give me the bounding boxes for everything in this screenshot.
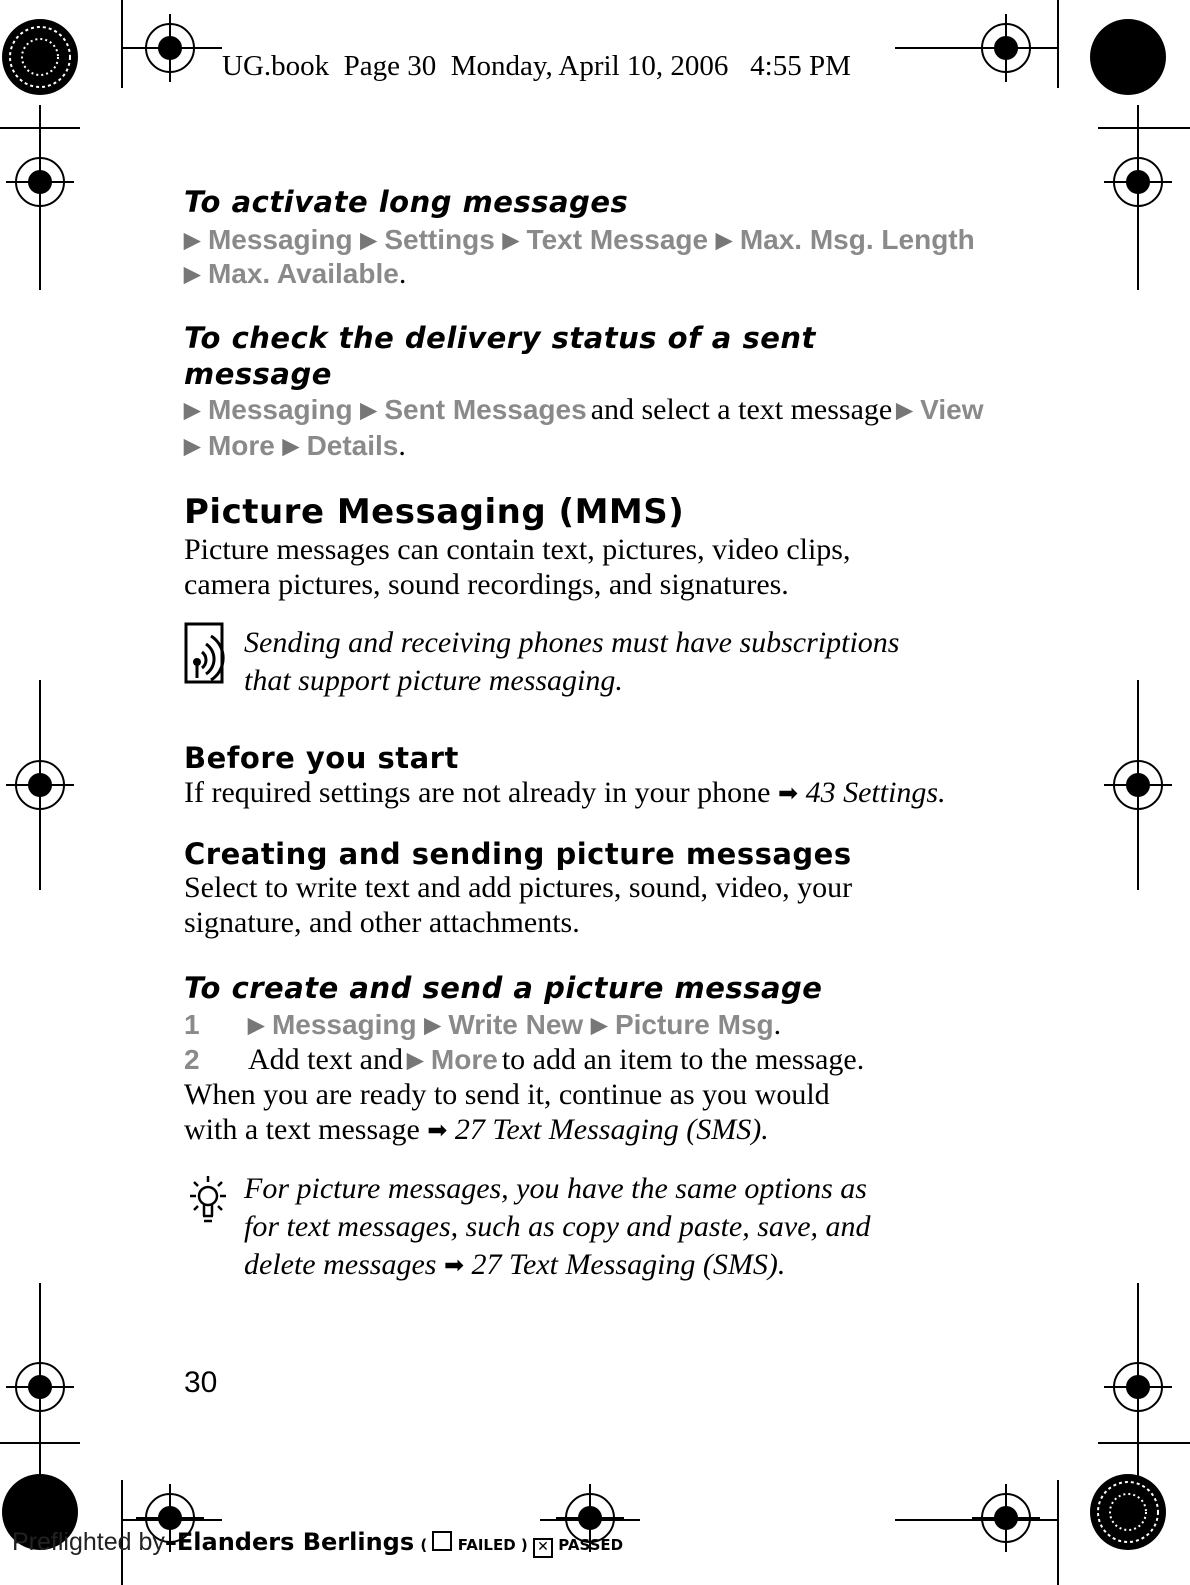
mms-note-line1: Sending and receiving phones must have subscriptions	[244, 626, 900, 659]
menu-item: Write New	[448, 1009, 584, 1040]
tip-line3	[244, 1246, 785, 1285]
triangle-right-icon: ▶	[502, 229, 519, 252]
step-2	[184, 1042, 864, 1078]
menu-path-delivery-2	[184, 428, 406, 464]
mms-note-line2: that support picture messaging.	[244, 664, 623, 697]
heading-delivery-status-line2: message	[184, 357, 332, 391]
menu-item: Settings	[384, 224, 495, 255]
period: .	[398, 429, 406, 462]
arrow-right-icon: ➡	[427, 1118, 448, 1144]
reference-link[interactable]: 27 Text Messaging (SMS).	[471, 1248, 786, 1281]
triangle-right-icon: ▶	[360, 399, 377, 422]
heading-activate-long-messages: To activate long messages	[184, 185, 629, 219]
menu-item: Text Message	[526, 224, 709, 255]
period: .	[773, 1008, 782, 1041]
preflight-prefix: Preflighted by	[12, 1528, 165, 1556]
phone-signal-icon	[184, 622, 234, 686]
triangle-right-icon: ▶	[184, 229, 201, 252]
line4-body: with a text message	[184, 1113, 420, 1146]
brand-name: Elanders Berlings	[176, 1528, 415, 1556]
lightbulb-icon	[182, 1172, 234, 1228]
triangle-right-icon: ▶	[591, 1014, 608, 1037]
preflight-footer: Preflighted by–Elanders Berlings ( FAILED ) ✕ PASSED	[12, 1528, 624, 1556]
mms-intro-line1: Picture messages can contain text, pictures, video clips,	[184, 533, 851, 566]
reference-link[interactable]: 43 Settings.	[805, 776, 946, 809]
tip-line3-body: delete messages	[244, 1248, 437, 1281]
triangle-right-icon: ▶	[715, 229, 733, 252]
create-send-line4	[184, 1112, 769, 1149]
menu-item: Messaging	[207, 394, 353, 425]
menu-path-activate-1	[184, 222, 975, 258]
create-send-line3: When you are ready to send it, continue as you would	[184, 1078, 830, 1111]
heading-delivery-status-line1: To check the delivery status of a sent	[184, 321, 816, 355]
failed-label: FAILED	[457, 1536, 516, 1554]
passed-label: PASSED	[558, 1536, 624, 1554]
page-header: UG.book Page 30 Monday, April 10, 2006 4:55 PM	[222, 50, 851, 82]
menu-item: Sent Messages	[384, 394, 587, 425]
menu-item: More	[430, 1044, 498, 1075]
checkbox-passed: ✕	[533, 1538, 553, 1558]
menu-item: Max. Available	[207, 258, 399, 289]
heading-picture-messaging: Picture Messaging (MMS)	[184, 492, 685, 532]
menu-item: Messaging	[271, 1009, 417, 1040]
tip-line2: for text messages, such as copy and paste, save, and	[244, 1210, 871, 1243]
menu-path-delivery-1	[184, 392, 983, 428]
before-text	[184, 775, 946, 812]
heading-creating-sending: Creating and sending picture messages	[184, 837, 852, 871]
period: .	[398, 257, 407, 290]
menu-item: Details	[306, 430, 399, 461]
creating-line2: signature, and other attachments.	[184, 906, 580, 939]
menu-path-activate-2	[184, 256, 406, 292]
arrow-right-icon: ➡	[777, 781, 799, 807]
triangle-right-icon: ▶	[424, 1014, 441, 1037]
step-number: 1	[184, 1009, 200, 1040]
creating-line1: Select to write text and add pictures, sound, video, your	[184, 871, 853, 904]
arrow-right-icon: ➡	[443, 1253, 465, 1279]
step-number: 2	[184, 1044, 200, 1075]
menu-item: Max. Msg. Length	[739, 224, 975, 255]
triangle-right-icon: ▶	[896, 399, 913, 422]
menu-item: Picture Msg	[614, 1009, 774, 1040]
menu-item: Messaging	[207, 224, 353, 255]
checkbox-failed	[432, 1531, 452, 1551]
menu-item: View	[920, 394, 984, 425]
step-1	[184, 1007, 781, 1043]
page-number: 30	[184, 1366, 218, 1399]
before-text-body: If required settings are not already in your phone	[184, 776, 771, 809]
brand-logo-text: –Elanders Berlings	[164, 1528, 415, 1556]
triangle-right-icon: ▶	[248, 1014, 265, 1037]
triangle-right-icon: ▶	[360, 229, 377, 252]
triangle-right-icon: ▶	[406, 1049, 424, 1072]
triangle-right-icon: ▶	[184, 263, 201, 286]
triangle-right-icon: ▶	[184, 399, 201, 422]
step2-text-a: Add text and	[248, 1043, 403, 1076]
triangle-right-icon: ▶	[282, 435, 299, 458]
delivery-mid-text: and select a text message	[590, 393, 893, 426]
tip-line1: For picture messages, you have the same options as	[244, 1172, 867, 1205]
triangle-right-icon: ▶	[184, 435, 201, 458]
heading-before-you-start: Before you start	[184, 741, 459, 775]
menu-item: More	[207, 430, 275, 461]
step2-text-b: to add an item to the message.	[501, 1043, 865, 1076]
reference-link[interactable]: 27 Text Messaging (SMS).	[454, 1113, 769, 1146]
mms-intro-line2: camera pictures, sound recordings, and signatures.	[184, 568, 789, 601]
heading-create-send: To create and send a picture message	[184, 971, 823, 1005]
